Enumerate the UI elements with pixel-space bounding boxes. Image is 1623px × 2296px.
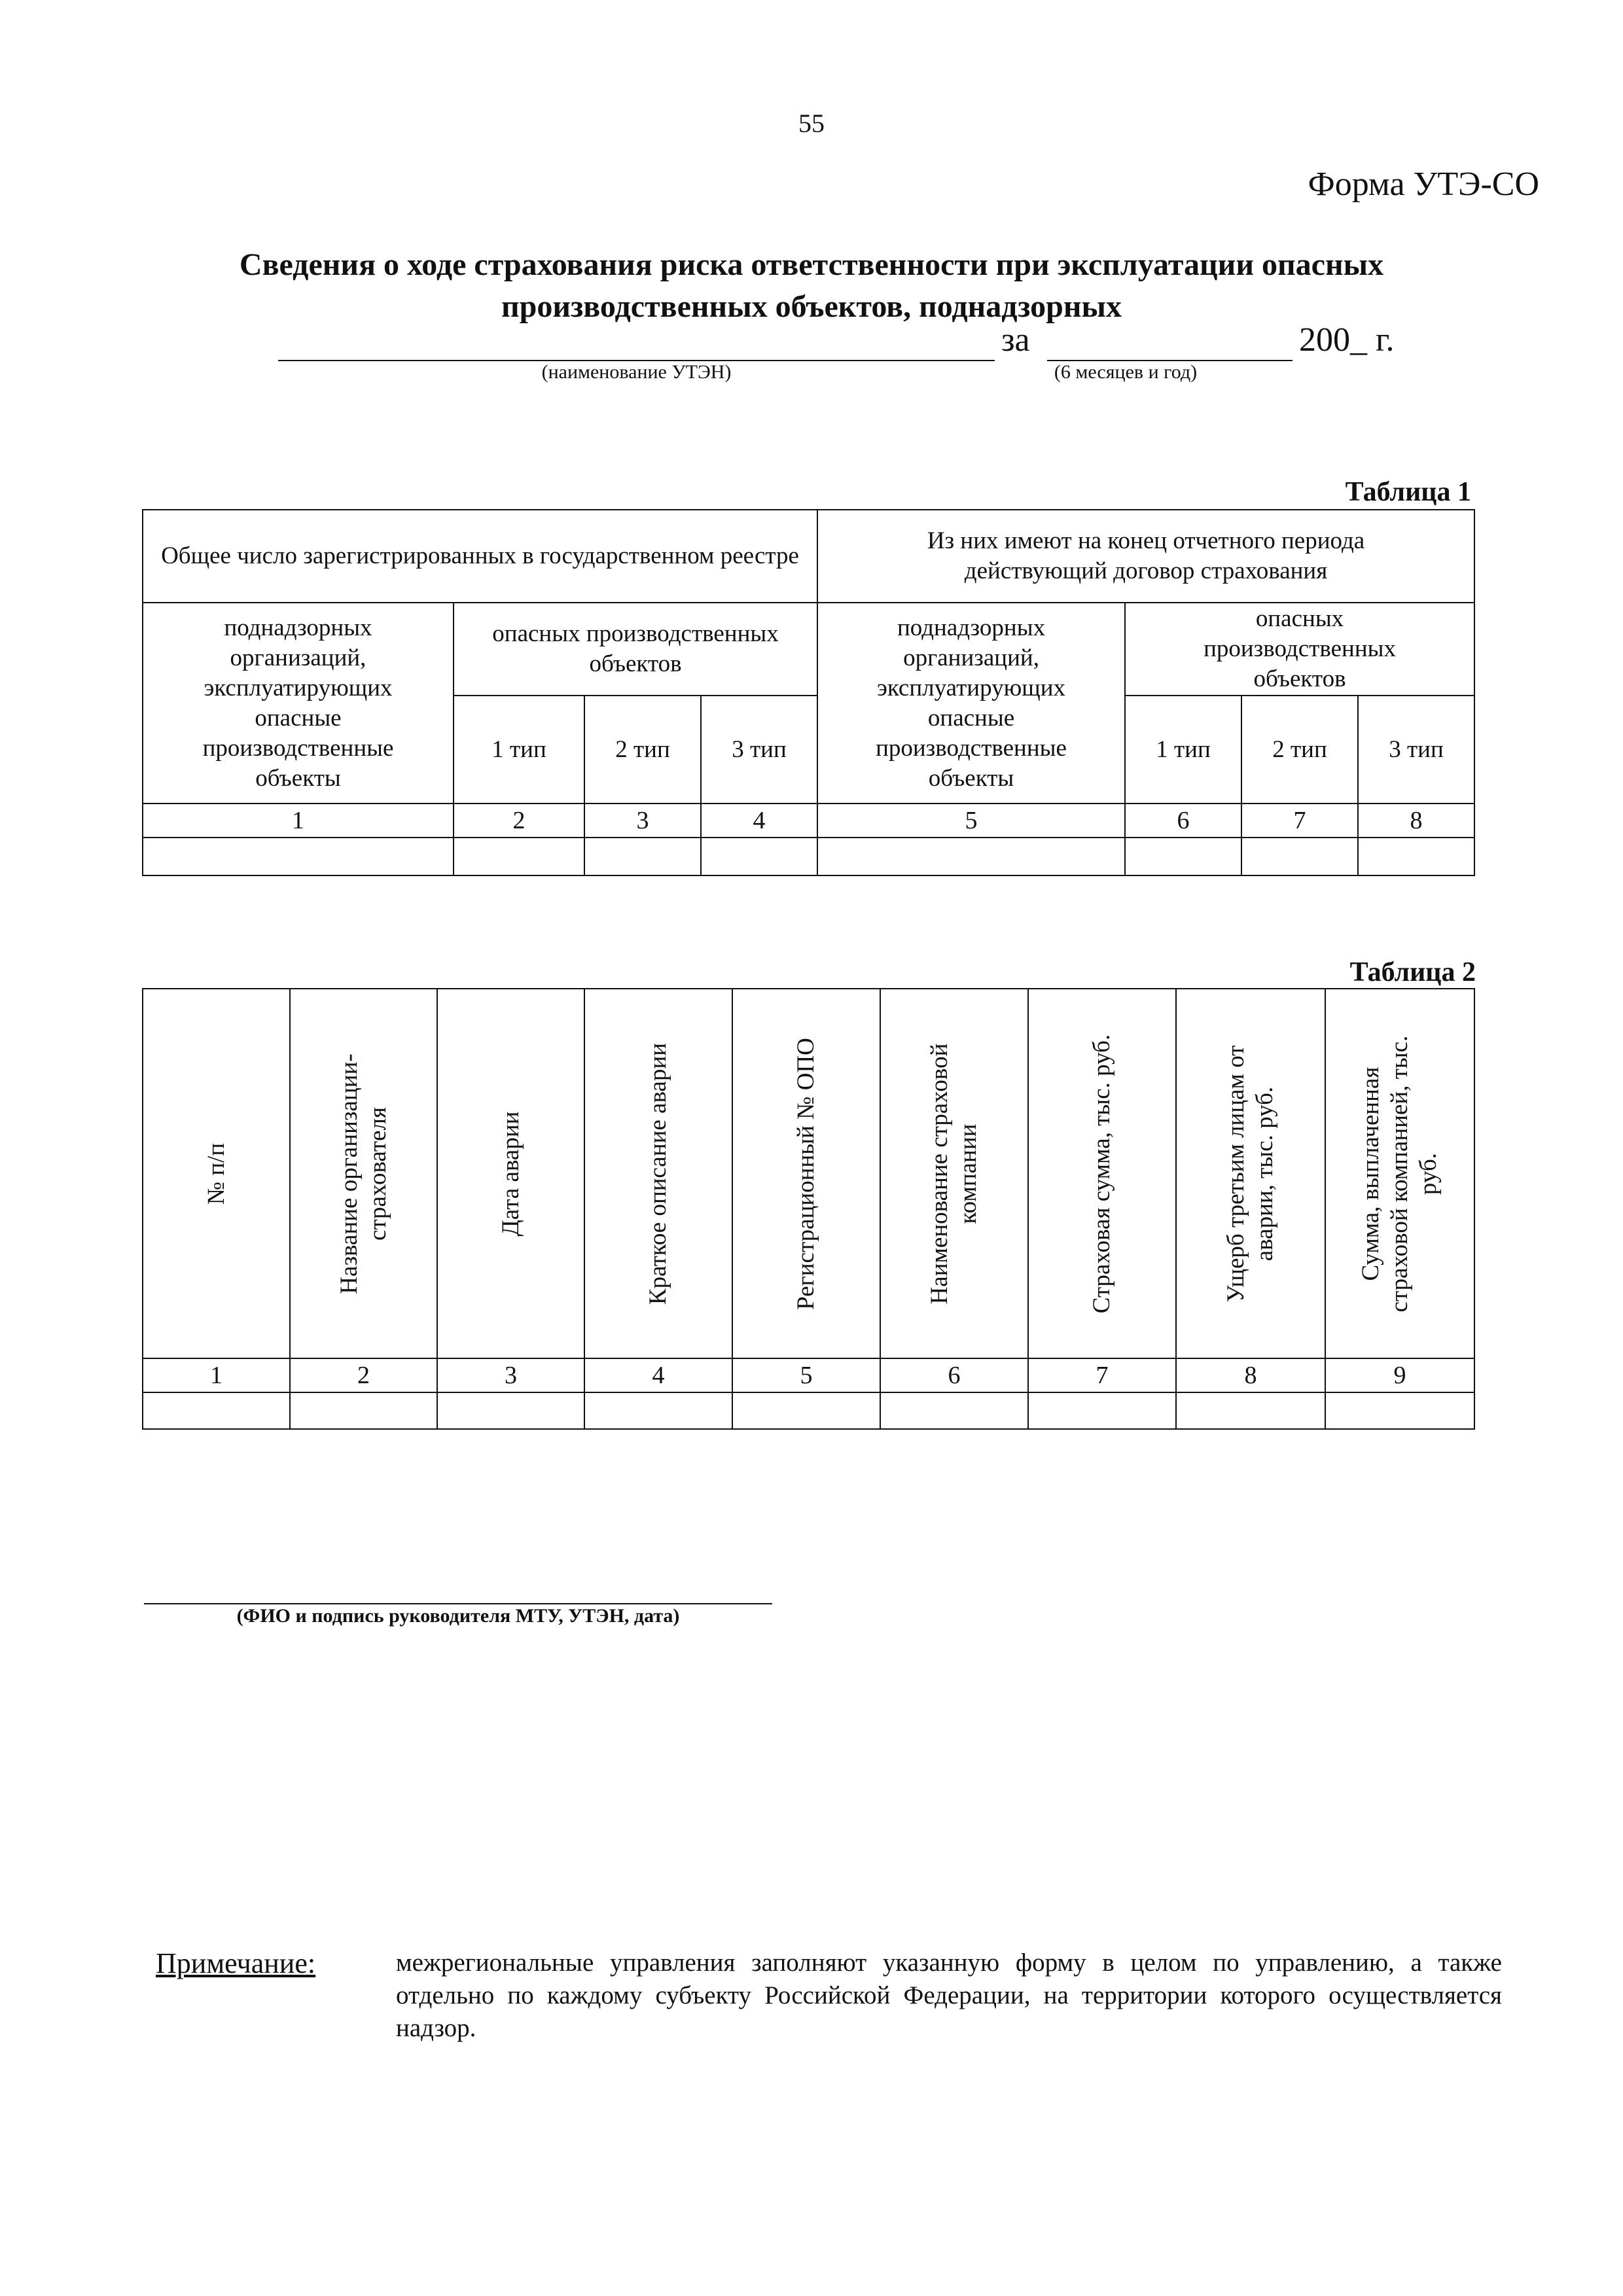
table2-col-number: 3 <box>437 1358 584 1392</box>
table1-data-cell[interactable] <box>701 838 817 875</box>
table1-col-number: 1 <box>143 804 454 838</box>
table2-number-row <box>143 1358 1474 1392</box>
table2-col-number: 6 <box>880 1358 1028 1392</box>
table2-data-cell[interactable] <box>880 1392 1028 1429</box>
table2-header-number: № п/п <box>143 989 290 1358</box>
table2-header-insurer: Наименование страховой компании <box>880 989 1028 1358</box>
table2 <box>142 988 1475 1430</box>
table1-data-cell[interactable] <box>143 838 454 875</box>
table2-data-cell[interactable] <box>290 1392 437 1429</box>
table2-data-cell[interactable] <box>584 1392 732 1429</box>
table1-group-registered: Общее число зарегистрированных в государственном реестре <box>143 510 817 603</box>
table2-data-cell[interactable] <box>143 1392 290 1429</box>
table2-col-number: 7 <box>1028 1358 1176 1392</box>
note-label: Примечание: <box>156 1947 316 1979</box>
table1-header-objects-contract: опасных производственных объектов <box>1125 603 1474 696</box>
table1-col-number: 4 <box>701 804 817 838</box>
period-prefix: за <box>1001 321 1030 359</box>
table2-data-cell[interactable] <box>437 1392 584 1429</box>
table1-type-3: 3 тип <box>701 696 817 804</box>
table1-col-number: 2 <box>454 804 584 838</box>
table2-data-cell[interactable] <box>1176 1392 1325 1429</box>
table1-col-number: 7 <box>1241 804 1358 838</box>
signature-caption: (ФИО и подпись руководителя МТУ, УТЭН, дата) <box>236 1605 680 1627</box>
table1-data-cell[interactable] <box>1358 838 1474 875</box>
table2-col-number: 9 <box>1325 1358 1474 1392</box>
table2-title: Таблица 2 <box>1349 957 1476 987</box>
table1-type-2-contract: 2 тип <box>1241 696 1358 804</box>
table1-header-orgs-contract: поднадзорных организаций, эксплуатирующих опасные производственные объекты <box>817 603 1125 804</box>
year-field: 200_ г. <box>1299 321 1395 359</box>
period-caption: (6 месяцев и год) <box>1054 361 1198 383</box>
table1-data-cell[interactable] <box>817 838 1125 875</box>
table1-group-contract: Из них имеют на конец отчетного периода действующий договор страхования <box>817 510 1474 603</box>
table2-header-paid-sum: Сумма, выплаченная страховой компанией, тыс. руб. <box>1325 989 1474 1358</box>
table1-type-1: 1 тип <box>454 696 584 804</box>
table2-col-number: 4 <box>584 1358 732 1392</box>
table2-data-cell[interactable] <box>1028 1392 1176 1429</box>
table1-type-3-contract: 3 тип <box>1358 696 1474 804</box>
title-line-2: производственных объектов, поднадзорных <box>501 289 1122 324</box>
title-line-1: Сведения о ходе страхования риска ответственности при эксплуатации опасных <box>239 247 1384 282</box>
table2-header-org: Название организации-страхователя <box>290 989 437 1358</box>
table1 <box>142 509 1475 876</box>
table1-type-1-contract: 1 тип <box>1125 696 1241 804</box>
table1-col-number: 3 <box>584 804 701 838</box>
table1-header-orgs: поднадзорных организаций, эксплуатирующих опасные производственные объекты <box>143 603 454 804</box>
page-number: 55 <box>798 109 825 138</box>
table1-col-number: 8 <box>1358 804 1474 838</box>
signature-line <box>144 1603 772 1604</box>
table1-data-cell[interactable] <box>584 838 701 875</box>
table2-header-description: Краткое описание аварии <box>584 989 732 1358</box>
table1-data-cell[interactable] <box>454 838 584 875</box>
table2-col-number: 1 <box>143 1358 290 1392</box>
table1-type-2: 2 тип <box>584 696 701 804</box>
table2-col-number: 8 <box>1176 1358 1325 1392</box>
table2-header-reg-number: Регистрационный № ОПО <box>732 989 880 1358</box>
form-code: Форма УТЭ-СО <box>1308 166 1539 203</box>
table1-col-number: 5 <box>817 804 1125 838</box>
table1-data-row <box>143 838 1474 875</box>
table1-number-row <box>143 804 1474 838</box>
table2-col-number: 5 <box>732 1358 880 1392</box>
note-text: межрегиональные управления заполняют указанную форму в целом по управлению, а также отдельно по каждому субъекту Российской Федерации, на территории которого осуществляется надзор. <box>396 1949 1502 2042</box>
org-name-caption: (наименование УТЭН) <box>541 361 732 383</box>
table2-col-number: 2 <box>290 1358 437 1392</box>
table2-data-cell[interactable] <box>732 1392 880 1429</box>
table2-data-cell[interactable] <box>1325 1392 1474 1429</box>
table1-header-objects: опасных производственных объектов <box>454 603 817 696</box>
table1-col-number: 6 <box>1125 804 1241 838</box>
table1-data-cell[interactable] <box>1241 838 1358 875</box>
document-title <box>131 244 1492 328</box>
table2-data-row <box>143 1392 1474 1429</box>
table1-data-cell[interactable] <box>1125 838 1241 875</box>
table2-header-date: Дата аварии <box>437 989 584 1358</box>
table2-header-third-party-damage: Ущерб третьим лицам от аварии, тыс. руб. <box>1176 989 1325 1358</box>
table2-header-insured-sum: Страховая сумма, тыс. руб. <box>1028 989 1176 1358</box>
table1-title: Таблица 1 <box>1345 477 1471 507</box>
